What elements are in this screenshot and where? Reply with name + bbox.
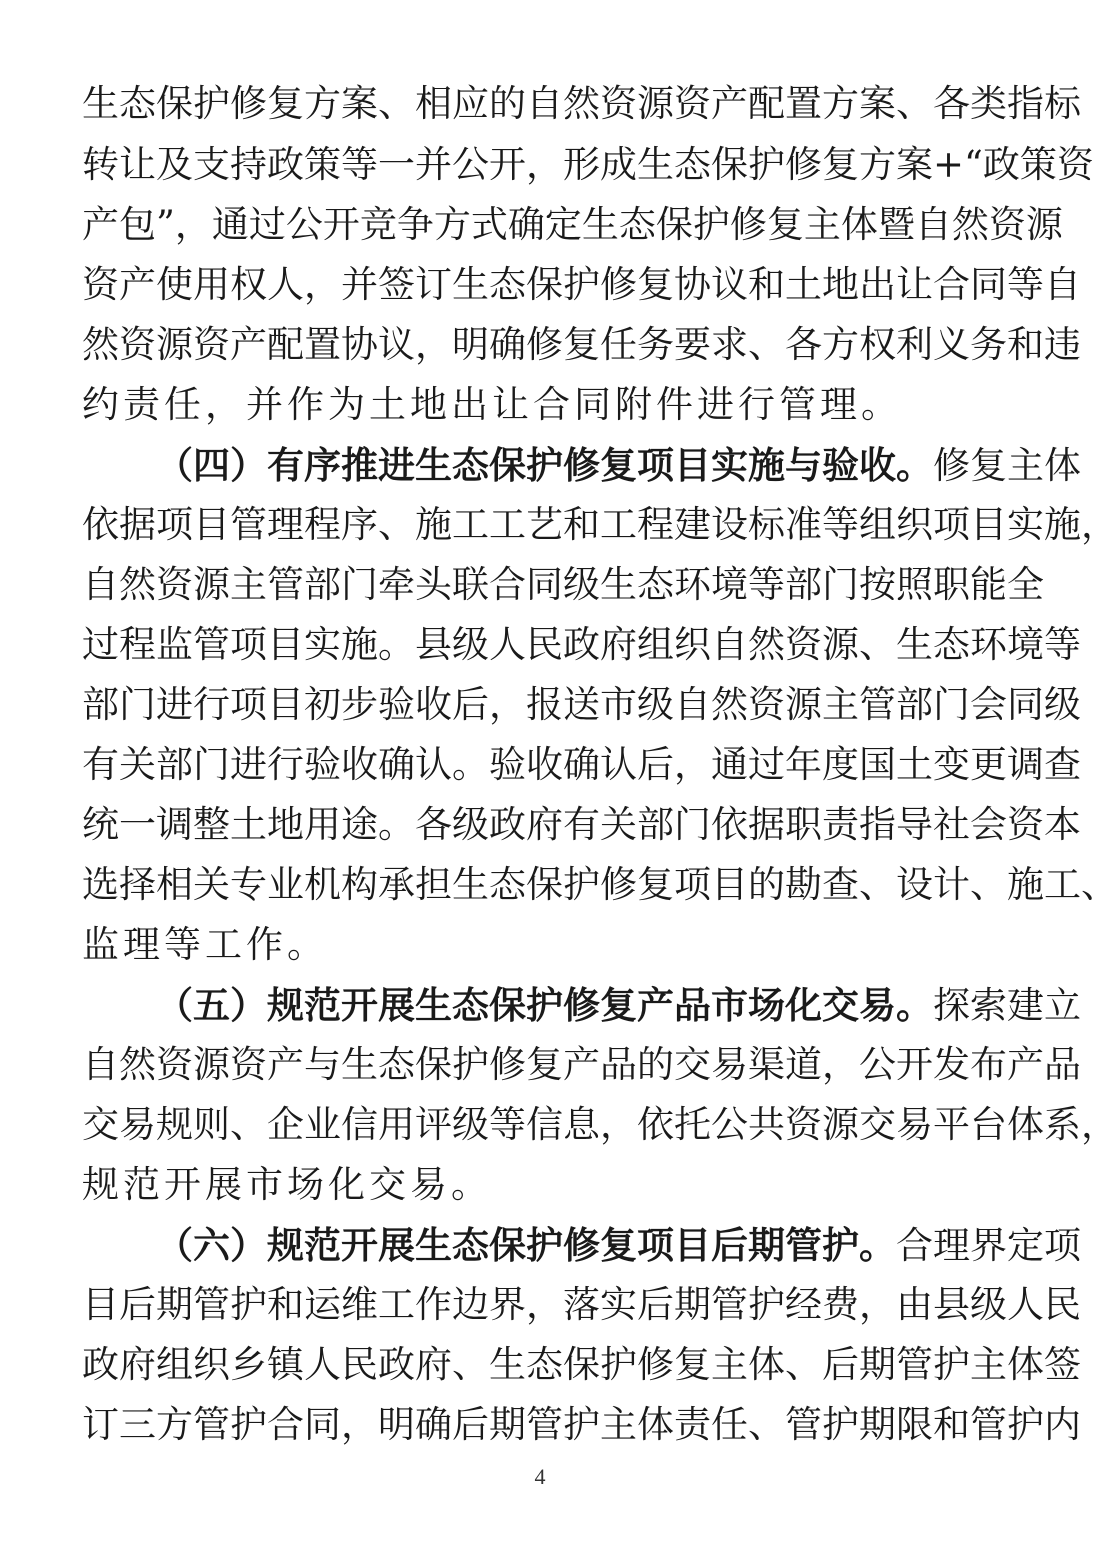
text-line: 转让及支持政策等一并公开，形成生态保护修复方案+“政策资 xyxy=(82,143,1094,186)
section-lead-text: 探索建立 xyxy=(933,984,1081,1027)
text-line: 部门进行项目初步验收后，报送市级自然资源主管部门会同级 xyxy=(82,683,1081,726)
text-line: 自然资源主管部门牵头联合同级生态环境等部门按照职能全 xyxy=(82,563,1044,606)
text-line: 自然资源资产与生态保护修复产品的交易渠道，公开发布产品 xyxy=(82,1043,1081,1086)
section-lead-text: 合理界定项 xyxy=(896,1224,1081,1267)
text-line: 产包”，通过公开竞争方式确定生态保护修复主体暨自然资源 xyxy=(82,203,1063,246)
section-heading: （六）规范开展生态保护修复项目后期管护。 xyxy=(156,1223,896,1267)
text-line: 规范开展市场化交易。 xyxy=(82,1163,492,1206)
section-lead-text: 修复主体 xyxy=(933,444,1081,487)
text-line: 过程监管项目实施。县级人民政府组织自然资源、生态环境等 xyxy=(82,623,1081,666)
text-line: 资产使用权人，并签订生态保护修复协议和土地出让合同等自 xyxy=(82,263,1081,306)
text-line: 选择相关专业机构承担生态保护修复项目的勘查、设计、施工、 xyxy=(82,863,1118,906)
text-line: 交易规则、企业信用评级等信息，依托公共资源交易平台体系， xyxy=(82,1103,1118,1146)
section-heading-line xyxy=(156,976,1081,1034)
text-line: 统一调整土地用途。各级政府有关部门依据职责指导社会资本 xyxy=(82,803,1081,846)
section-heading: （五）规范开展生态保护修复产品市场化交易。 xyxy=(156,983,933,1027)
text-line: 政府组织乡镇人民政府、生态保护修复主体、后期管护主体签 xyxy=(82,1343,1081,1386)
text-line: 监理等工作。 xyxy=(82,923,328,966)
text-line: 有关部门进行验收确认。验收确认后，通过年度国土变更调查 xyxy=(82,743,1081,786)
section-heading-line xyxy=(156,1216,1081,1274)
section-heading-line xyxy=(156,436,1081,494)
text-line: 然资源资产配置协议，明确修复任务要求、各方权利义务和违 xyxy=(82,323,1081,366)
text-line: 约责任，并作为土地出让合同附件进行管理。 xyxy=(82,383,902,426)
text-line: 生态保护修复方案、相应的自然资源资产配置方案、各类指标 xyxy=(82,82,1081,125)
page-number: 4 xyxy=(534,1464,546,1489)
text-line: 依据项目管理程序、施工工艺和工程建设标准等组织项目实施， xyxy=(82,503,1118,546)
text-line: 订三方管护合同，明确后期管护主体责任、管护期限和管护内 xyxy=(82,1403,1081,1446)
text-line: 目后期管护和运维工作边界，落实后期管护经费，由县级人民 xyxy=(82,1283,1081,1326)
section-heading: （四）有序推进生态保护修复项目实施与验收。 xyxy=(156,443,933,487)
